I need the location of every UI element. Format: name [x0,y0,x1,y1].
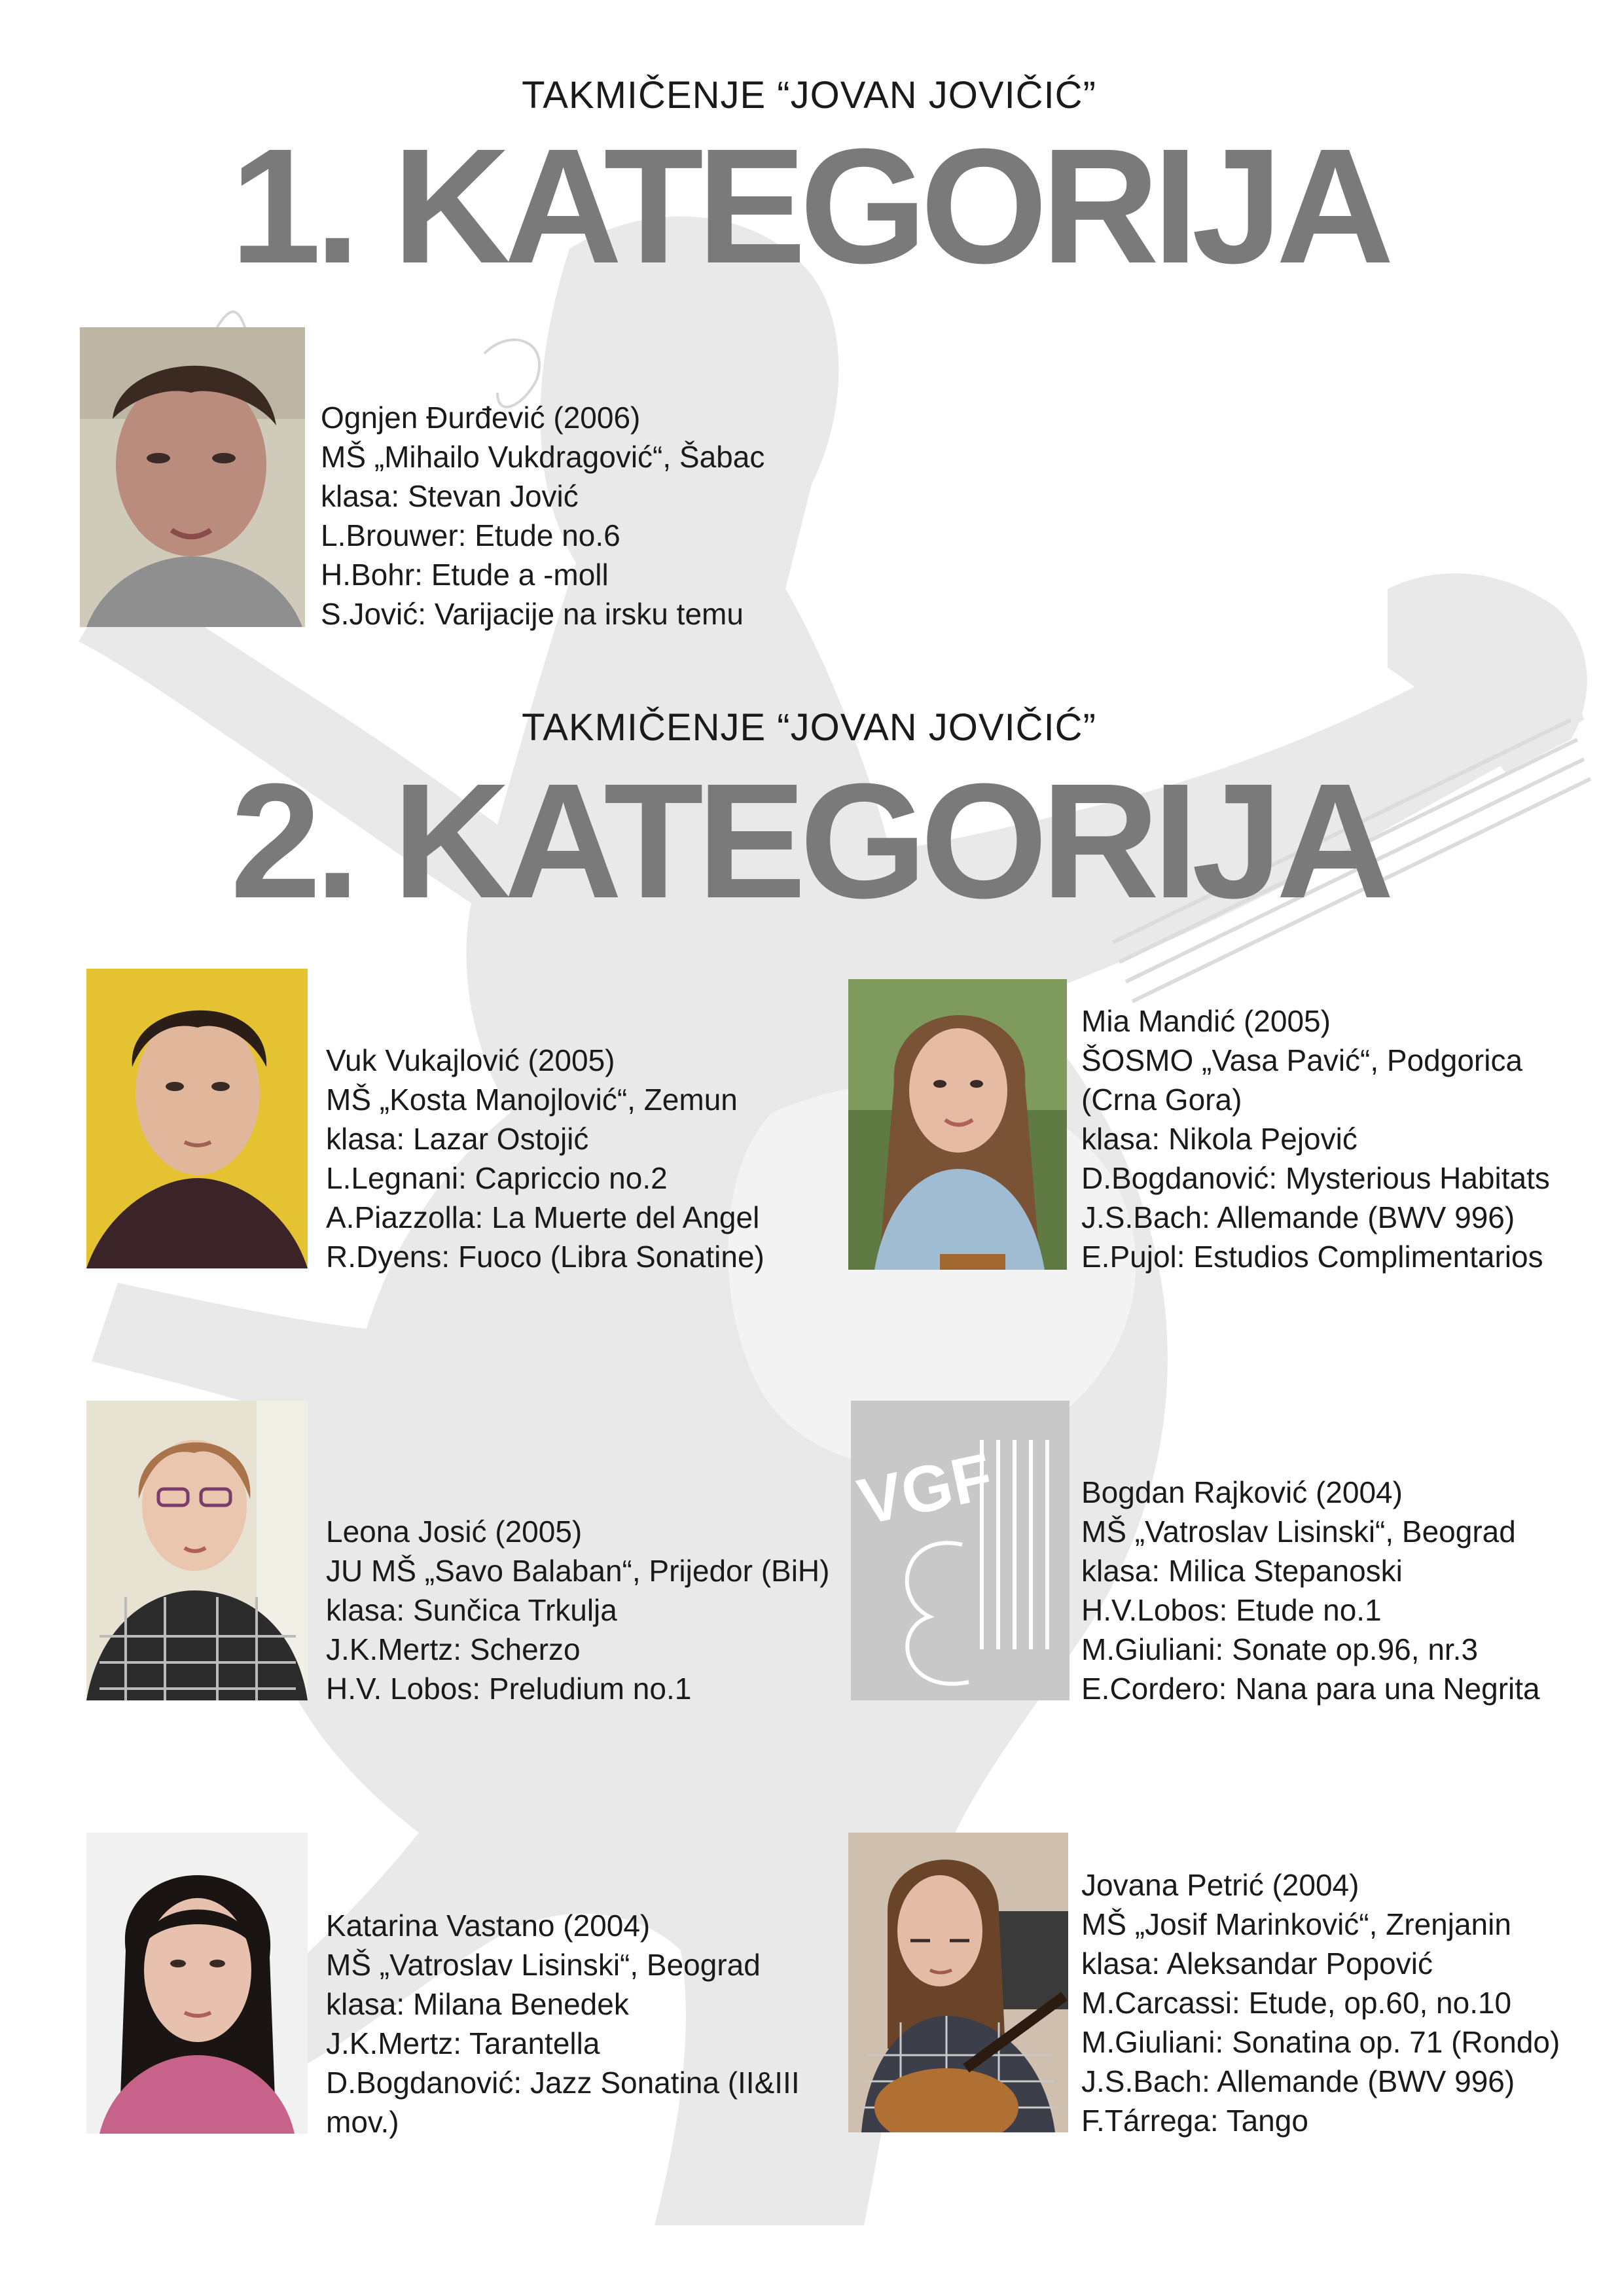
competitor-piece: J.S.Bach: Allemande (BWV 996) [1081,2064,1515,2098]
competitor-school: ŠOSMO „Vasa Pavić“, Podgorica [1081,1043,1523,1077]
competitor-teacher: klasa: Milica Stepanoski [1081,1554,1403,1588]
competitor-info [1081,1001,1550,1276]
competitor-photo [86,1401,308,1700]
competitor-piece: L.Brouwer: Etude no.6 [321,518,620,552]
competitor-school: JU MŠ „Savo Balaban“, Prijedor (BiH) [326,1554,830,1588]
competitor-piece: H.V. Lobos: Preludium no.1 [326,1672,692,1706]
vgf-logo [851,1401,1070,1700]
competitor-school: MŠ „Kosta Manojlović“, Zemun [326,1083,738,1117]
competitor-photo [80,327,305,627]
competitor-name: Vuk Vukajlović (2005) [326,1043,615,1077]
competitor-piece: A.Piazzolla: La Muerte del Angel [326,1200,760,1234]
competitor-name: Leona Josić (2005) [326,1515,583,1549]
competitor-name: Ognjen Đurđević (2006) [321,401,641,435]
competitor-name: Mia Mandić (2005) [1081,1004,1331,1038]
competitor-info [326,1906,800,2142]
competitor-info [1081,1473,1540,1708]
section2-title: 2. KATEGORIJA [230,749,1388,932]
competitor-piece: E.Cordero: Nana para una Negrita [1081,1672,1540,1706]
section1-title: 1. KATEGORIJA [230,115,1388,297]
competitor-photo [848,1833,1068,2132]
vgf-logo-text: VGF [852,1439,999,1539]
competitor-photo [86,1833,308,2134]
competitor-piece: M.Giuliani: Sonate op.96, nr.3 [1081,1632,1479,1666]
competitor-teacher: klasa: Lazar Ostojić [326,1122,589,1156]
competitor-school: MŠ „Josif Marinković“, Zrenjanin [1081,1907,1511,1941]
competitor-photo [848,979,1067,1270]
competitor-piece: L.Legnani: Capriccio no.2 [326,1161,668,1195]
competitor-piece: D.Bogdanović: Mysterious Habitats [1081,1161,1550,1195]
competitor-name: Bogdan Rajković (2004) [1081,1475,1403,1509]
competitor-piece: H.V.Lobos: Etude no.1 [1081,1593,1382,1627]
competitor-school: MŠ „Vatroslav Lisinski“, Beograd [1081,1515,1516,1549]
competitor-piece: J.K.Mertz: Tarantella [326,2026,600,2060]
competitor-piece: M.Carcassi: Etude, op.60, no.10 [1081,1986,1512,2020]
competitor-teacher: klasa: Nikola Pejović [1081,1122,1357,1156]
competitor-info [326,1041,764,1276]
competitor-photo [86,969,308,1268]
competitor-teacher: klasa: Milana Benedek [326,1987,629,2021]
competitor-school: MŠ „Vatroslav Lisinski“, Beograd [326,1948,761,1982]
competitor-info [321,398,764,634]
competitor-info [1081,1865,1560,2140]
competitor-teacher: klasa: Aleksandar Popović [1081,1946,1433,1981]
competitor-piece: S.Jović: Varijacije na irsku temu [321,597,744,631]
competitor-school-extra: (Crna Gora) [1081,1083,1242,1117]
competitor-info [326,1512,829,1708]
competitor-name: Katarina Vastano (2004) [326,1909,651,1943]
section2-subtitle: TAKMIČENJE “JOVAN JOVIČIĆ” [522,706,1096,749]
competitor-piece: J.S.Bach: Allemande (BWV 996) [1081,1200,1515,1234]
competitor-piece: J.K.Mertz: Scherzo [326,1632,581,1666]
competitor-teacher: klasa: Sunčica Trkulja [326,1593,617,1627]
competitor-piece: E.Pujol: Estudios Complimentarios [1081,1240,1543,1274]
competitor-piece: H.Bohr: Etude a -moll [321,558,609,592]
section1-subtitle: TAKMIČENJE “JOVAN JOVIČIĆ” [522,74,1096,117]
competitor-school: MŠ „Mihailo Vukdragović“, Šabac [321,440,765,474]
competitor-piece: F.Tárrega: Tango [1081,2104,1308,2138]
competitor-piece: M.Giuliani: Sonatina op. 71 (Rondo) [1081,2025,1560,2059]
competitor-name: Jovana Petrić (2004) [1081,1868,1359,1902]
competitor-piece: R.Dyens: Fuoco (Libra Sonatine) [326,1240,764,1274]
competitor-piece: D.Bogdanović: Jazz Sonatina (II&III [326,2066,800,2100]
competitor-piece: mov.) [326,2105,399,2139]
competitor-teacher: klasa: Stevan Jović [321,479,579,513]
